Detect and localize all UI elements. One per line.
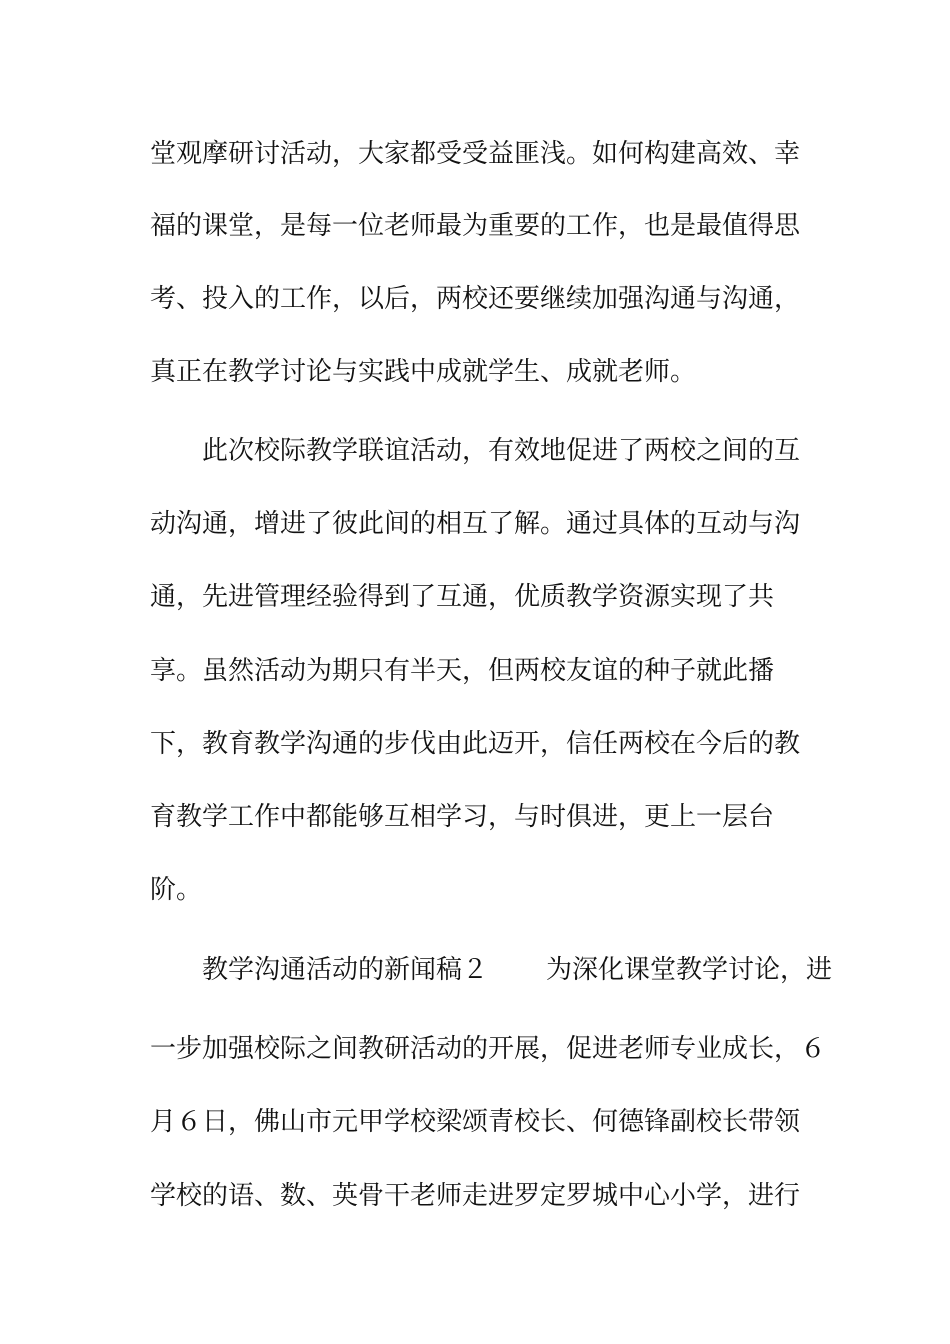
paragraph-1-line-1: 堂观摩研讨活动，大家都受受益匪浅。如何构建高效、幸 — [150, 139, 801, 169]
paragraph-2-line-2: 动沟通，增进了彼此间的相互了解。通过具体的互动与沟 — [150, 509, 801, 539]
paragraph-3-line-4: 学校的语、数、英骨干老师走进罗定罗城中心小学，进行 — [150, 1181, 801, 1211]
paragraph-3-line-1 — [202, 955, 832, 985]
paragraph-1-line-2: 福的课堂，是每一位老师最为重要的工作，也是最值得思 — [150, 211, 801, 241]
paragraph-1-line-3: 考、投入的工作，以后，两校还要继续加强沟通与沟通， — [150, 284, 801, 314]
paragraph-3-line-3: 月６日，佛山市元甲学校梁颂青校长、何德锋副校长带领 — [150, 1107, 801, 1137]
paragraph-2-line-4: 享。虽然活动为期只有半天，但两校友谊的种子就此播 — [150, 656, 775, 686]
article-heading: 教学沟通活动的新闻稿２ — [202, 955, 489, 985]
paragraph-3-line-2: 一步加强校际之间教研活动的开展，促进老师专业成长，６ — [150, 1034, 827, 1064]
paragraph-2-line-5: 下，教育教学沟通的步伐由此迈开，信任两校在今后的教 — [150, 729, 801, 759]
paragraph-2-line-1: 此次校际教学联谊活动，有效地促进了两校之间的互 — [202, 436, 801, 466]
paragraph-1-line-4: 真正在教学讨论与实践中成就学生、成就老师。 — [150, 357, 697, 387]
paragraph-3-line-1-rest: 为深化课堂教学讨论，进 — [546, 955, 833, 985]
paragraph-2-line-6: 育教学工作中都能够互相学习，与时俱进，更上一层台 — [150, 802, 775, 832]
paragraph-2-line-7: 阶。 — [150, 875, 203, 905]
paragraph-2-line-3: 通，先进管理经验得到了互通，优质教学资源实现了共 — [150, 582, 775, 612]
